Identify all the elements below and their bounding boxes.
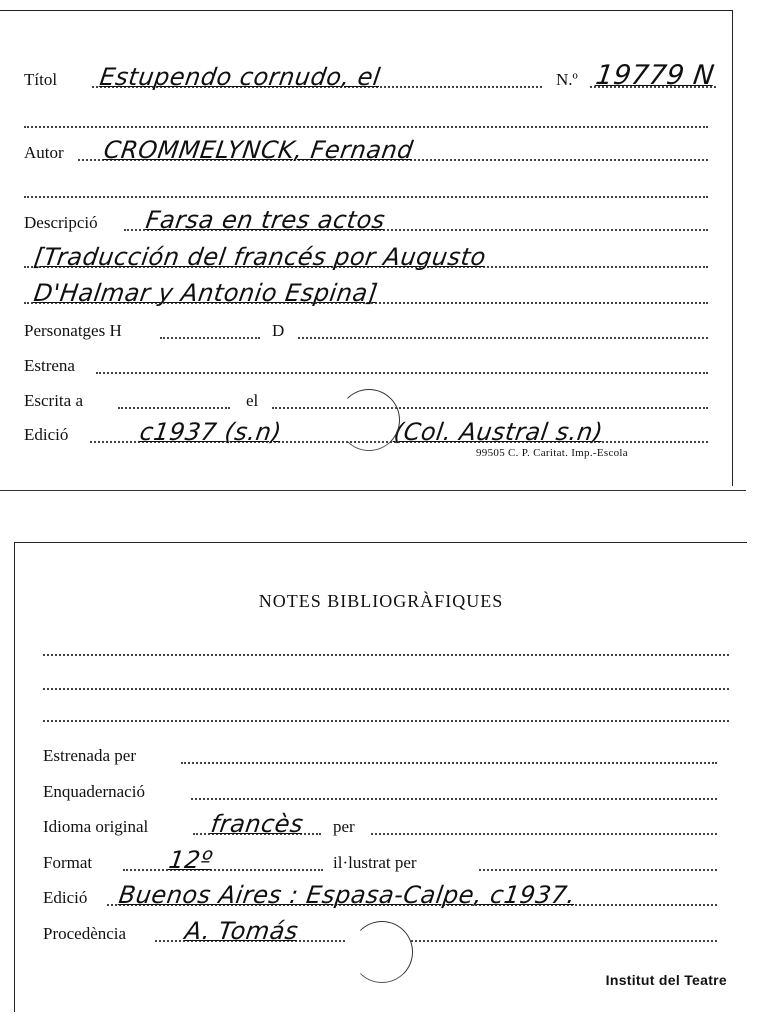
dotted-line — [24, 126, 708, 128]
notes-row-2 — [15, 665, 747, 695]
characters-female-label: D — [272, 321, 285, 340]
card-bottom-edge — [0, 490, 746, 491]
edition-series-value: (Col. Austral s.n) — [392, 418, 605, 446]
binding-label: Enquadernació — [43, 782, 145, 801]
original-language-row — [15, 810, 747, 840]
edition-value: c1937 (s.n) — [138, 418, 284, 446]
back-edition-label: Edició — [43, 888, 88, 907]
punch-hole-mark — [351, 921, 413, 983]
format-dotted-line — [123, 869, 323, 871]
description-line-1: Farsa en tres actos — [144, 206, 387, 234]
description-row-3 — [0, 279, 732, 309]
dotted-line — [43, 720, 729, 722]
premiere-label: Estrena — [24, 356, 75, 375]
dotted-line — [24, 196, 708, 198]
written-at-label: Escrita a — [24, 391, 83, 410]
catalog-card-front — [0, 10, 733, 486]
title-value: Estupendo cornudo, el — [98, 63, 383, 91]
written-at-dotted-line — [118, 407, 230, 409]
description-label: Descripció — [24, 213, 98, 232]
title-continuation-row — [0, 103, 732, 133]
translator-dotted-line — [371, 833, 717, 835]
description-line-3: D'Halmar y Antonio Espina] — [32, 279, 380, 307]
author-value: CROMMELYNCK, Fernand — [102, 136, 416, 164]
catalog-card-back — [14, 542, 747, 1012]
back-edition-value: Buenos Aires : Espasa-Calpe, c1937. — [117, 881, 578, 909]
format-row — [15, 846, 747, 876]
premiere-dotted-line — [96, 372, 708, 374]
notes-row-3 — [15, 697, 747, 727]
characters-male-label: Personatges H — [24, 321, 122, 340]
provenance-label: Procedència — [43, 924, 127, 943]
description-row-2 — [0, 243, 732, 273]
format-label: Format — [43, 853, 93, 872]
title-row — [0, 60, 732, 93]
original-language-value: francès — [209, 810, 306, 838]
edition-row — [15, 881, 747, 911]
number-value: 19779 N — [593, 60, 717, 91]
notes-heading: NOTES BIBLIOGRÀFIQUES — [258, 591, 504, 611]
author-label: Autor — [24, 143, 64, 162]
description-line-2: [Traducción del francés por Augusto — [32, 243, 488, 271]
translator-label: per — [333, 817, 355, 836]
notes-row-1 — [15, 631, 747, 661]
author-continuation-row — [0, 173, 732, 203]
premiered-by-label: Estrenada per — [43, 746, 136, 765]
dotted-line — [43, 688, 729, 690]
dotted-line — [43, 654, 729, 656]
punch-hole-mark — [338, 389, 400, 451]
provenance-dotted-line-2 — [411, 940, 717, 942]
characters-female-dotted-line — [298, 337, 708, 339]
premiered-by-row — [15, 739, 747, 769]
number-label: N.º — [556, 70, 578, 89]
illustrated-by-label: il·lustrat per — [333, 853, 417, 872]
title-label: Títol — [24, 70, 58, 89]
printer-imprint: 99505 C. P. Caritat. Imp.-Escola — [476, 447, 628, 459]
description-row — [0, 206, 732, 236]
binding-dotted-line — [191, 798, 717, 800]
binding-row — [15, 775, 747, 805]
edition-label: Edició — [24, 425, 69, 444]
author-row — [0, 136, 732, 166]
institution-name: Institut del Teatre — [605, 972, 727, 988]
characters-row — [0, 314, 732, 344]
original-language-label: Idioma original — [43, 817, 149, 836]
format-value: 12º — [167, 846, 215, 874]
premiered-by-dotted-line — [181, 762, 717, 764]
written-date-label: el — [246, 391, 259, 410]
premiere-row — [0, 349, 732, 379]
written-date-dotted-line — [272, 407, 708, 409]
characters-male-dotted-line — [160, 337, 260, 339]
provenance-value: A. Tomás — [183, 917, 301, 945]
illustrated-by-dotted-line — [479, 869, 717, 871]
